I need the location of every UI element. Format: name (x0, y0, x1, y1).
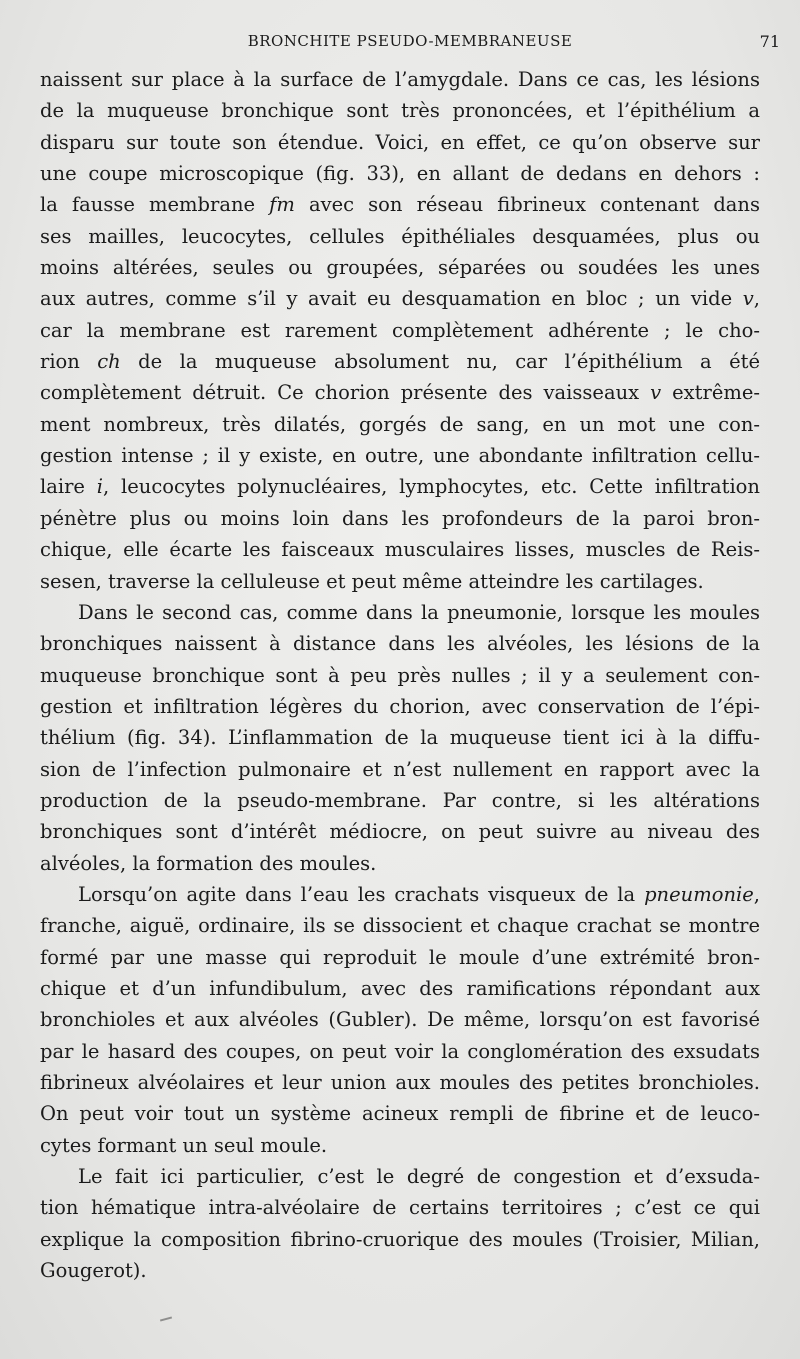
text-segment: la fausse membrane (40, 193, 270, 217)
text-line: chique, elle écarte les faisceaux musculaires lisses, muscles de Reis- (40, 538, 760, 562)
text-line: bronchiques sont d’intérêt médiocre, on peut suivre au niveau des (40, 820, 760, 844)
italic-label: fm (269, 193, 295, 217)
text-line: muqueuse bronchique sont à peu près nulles ; il y a seulement con- (40, 663, 760, 687)
text-segment: laire (40, 475, 97, 499)
text-segment: Lorsqu’on agite dans l’eau les crachats visqueux de la (78, 882, 645, 906)
text-segment: avec son réseau fibrineux contenant dans (294, 193, 760, 217)
text-line: car la membrane est rarement complètement adhérente ; le cho- (40, 318, 760, 342)
text-line: sion de l’infection pulmonaire et n’est nullement en rapport avec la (40, 757, 760, 781)
text-line: bronchioles et aux alvéoles (Gubler). De même, lorsqu’on est favorisé (40, 1008, 760, 1032)
text-line: tion hématique intra-alvéolaire de certains territoires ; c’est ce qui (40, 1196, 760, 1220)
italic-label: pneumonie (644, 882, 754, 906)
text-line: gestion intense ; il y existe, en outre, une abondante infiltration cellu- (40, 444, 760, 468)
text-line: pénètre plus ou moins loin dans les profondeurs de la paroi bron- (40, 506, 760, 530)
text-line: gestion et infiltration légères du chorion, avec conservation de l’épi- (40, 694, 760, 718)
italic-label: v (650, 381, 662, 405)
text-segment: complètement détruit. Ce chorion présente des vaisseaux (40, 381, 651, 405)
text-line: disparu sur toute son étendue. Voici, en effet, ce qu’on observe sur (40, 130, 760, 154)
text-line: ses mailles, leucocytes, cellules épithéliales desquamées, plus ou (40, 224, 760, 248)
text-line (40, 189, 760, 220)
text-line: moins altérées, seules ou groupées, séparées ou soudées les unes (40, 256, 760, 280)
text-segment: extrême- (661, 381, 760, 405)
running-title: BRONCHITE PSEUDO-MEMBRANEUSE (247, 32, 573, 50)
body-text (40, 64, 760, 1286)
running-header (40, 32, 780, 56)
text-line: naissent sur place à la surface de l’amygdale. Dans ce cas, les lésions (40, 68, 760, 91)
paragraph (40, 879, 760, 1161)
text-line: bronchiques naissent à distance dans les alvéoles, les lésions de la (40, 632, 760, 656)
text-line: chique et d’un infundibulum, avec des ramifications répondant aux (40, 976, 760, 1000)
text-line: formé par une masse qui reproduit le moule d’une extrémité bron- (40, 945, 760, 969)
text-line (40, 283, 760, 314)
text-segment: aux autres, comme s’il y avait eu desquamation en bloc ; un vide (40, 287, 743, 311)
text-line: cytes formant un seul moule. (40, 1133, 328, 1157)
text-line (40, 471, 760, 502)
text-line (40, 346, 760, 377)
text-line: explique la composition fibrino-cruorique des moules (Troisier, Milian, (40, 1227, 760, 1251)
text-segment: rion (40, 350, 98, 374)
text-line (40, 879, 760, 910)
page-number: 71 (759, 32, 780, 51)
text-segment: de la muqueuse absolument nu, car l’épithélium a été (120, 350, 760, 374)
italic-label: v (742, 287, 754, 311)
paragraph (40, 64, 760, 597)
text-line: une coupe microscopique (fig. 33), en allant de dedans en dehors : (40, 162, 760, 186)
text-line: Dans le second cas, comme dans la pneumonie, lorsque les moules (78, 600, 760, 624)
text-line: sesen, traverse la celluleuse et peut même atteindre les cartilages. (40, 569, 704, 593)
text-line: de la muqueuse bronchique sont très prononcées, et l’épithélium a (40, 99, 760, 123)
text-line: par le hasard des coupes, on peut voir la conglomération des exsudats (40, 1039, 760, 1063)
text-segment: , (753, 882, 760, 906)
text-line: On peut voir tout un système acineux rempli de fibrine et de leuco- (40, 1102, 760, 1126)
text-line: alvéoles, la formation des moules. (40, 851, 377, 875)
paragraph (40, 1161, 760, 1286)
text-line: franche, aiguë, ordinaire, ils se dissocient et chaque crachat se montre (40, 914, 760, 938)
text-line: production de la pseudo-membrane. Par contre, si les altérations (40, 788, 760, 812)
print-speck (160, 1316, 172, 1321)
text-segment: , (753, 287, 760, 311)
text-segment: , leucocytes polynucléaires, lymphocytes, etc. Cette infiltration (103, 475, 760, 499)
text-line: thélium (fig. 34). L’inflammation de la muqueuse tient ici à la diffu- (40, 726, 760, 750)
italic-label: i (96, 475, 104, 499)
text-line: Le fait ici particulier, c’est le degré de congestion et d’exsuda- (78, 1165, 760, 1189)
paragraph (40, 597, 760, 879)
text-line: Gougerot). (40, 1259, 147, 1283)
italic-label: ch (97, 350, 121, 374)
text-line: fibrineux alvéolaires et leur union aux moules des petites bronchioles. (40, 1071, 760, 1094)
text-line (40, 377, 760, 408)
text-line: ment nombreux, très dilatés, gorgés de sang, en un mot une con- (40, 412, 760, 436)
